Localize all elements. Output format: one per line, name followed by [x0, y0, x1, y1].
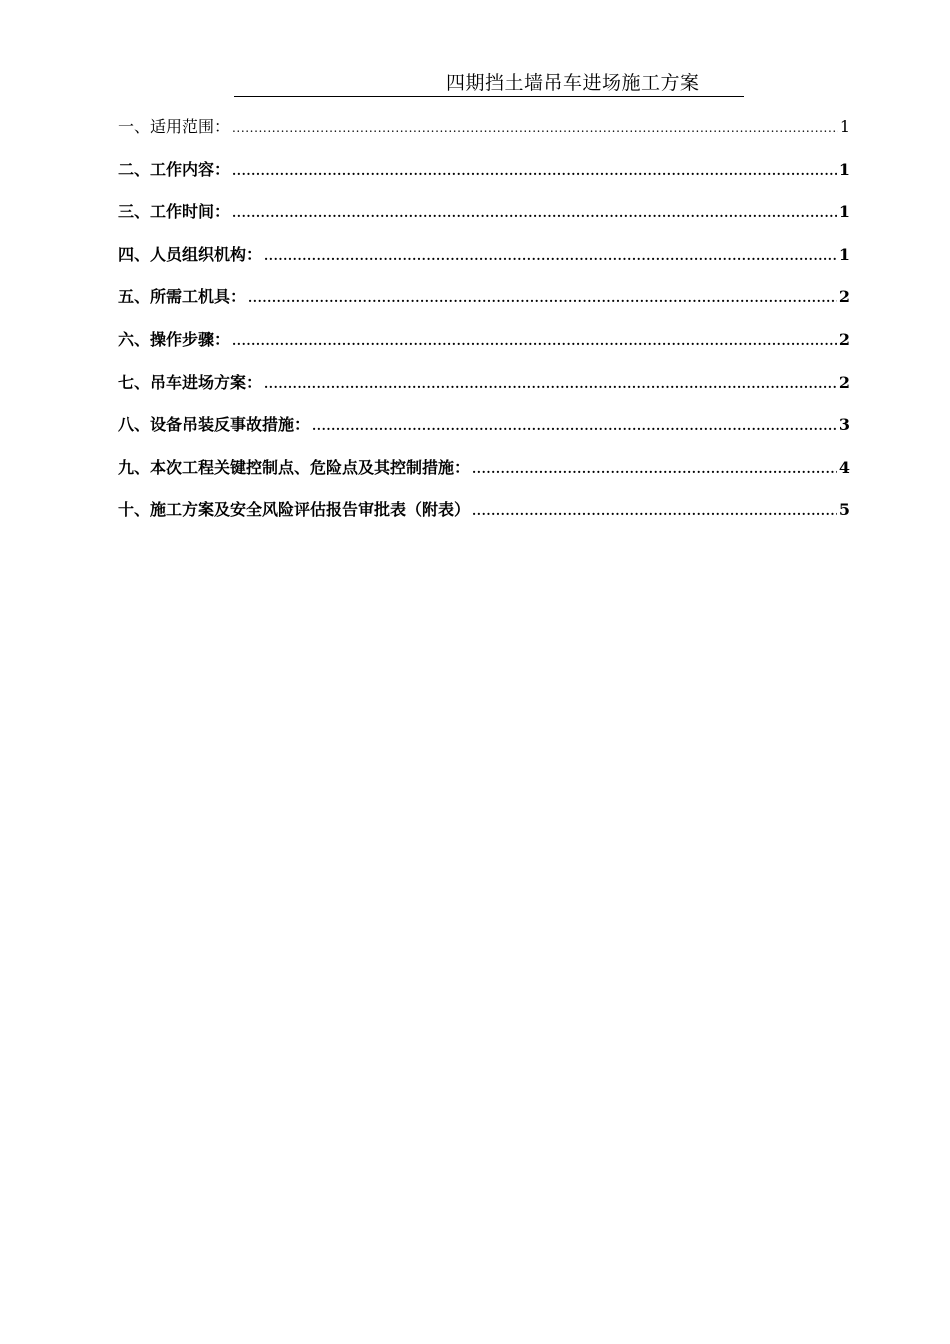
toc-entry-label: 四、人员组织机构：: [118, 244, 263, 264]
toc-entry-page: 4: [838, 457, 850, 477]
toc-dot-leader: [472, 454, 837, 484]
toc-dot-leader: [232, 113, 838, 143]
toc-dot-leader: [232, 156, 837, 186]
toc-entry[interactable]: [118, 112, 850, 155]
document-title: 四期挡土墙吊车进场施工方案: [446, 72, 700, 94]
toc-dot-leader: [264, 241, 837, 271]
toc-entry-page: 1: [838, 244, 850, 264]
toc-entry-label: 六、操作步骤：: [118, 329, 231, 349]
toc-entry-label: 七、吊车进场方案：: [118, 372, 263, 392]
page-header: [234, 70, 744, 97]
toc-entry[interactable]: [118, 240, 850, 283]
toc-entry-label: 八、设备吊装反事故措施：: [118, 415, 311, 435]
toc-entry[interactable]: [118, 410, 850, 453]
toc-entry-page: 2: [838, 372, 850, 392]
toc-entry[interactable]: [118, 282, 850, 325]
toc-entry-label: 二、工作内容：: [118, 159, 231, 179]
toc-dot-leader: [264, 369, 837, 399]
toc-entry-label: 一、适用范围：: [118, 117, 231, 136]
toc-entry-page: 2: [838, 287, 850, 307]
toc-entry-label: 九、本次工程关键控制点、危险点及其控制措施：: [118, 457, 471, 477]
toc-entry[interactable]: [118, 368, 850, 411]
toc-entry-page: 2: [838, 329, 850, 349]
toc-entry[interactable]: [118, 495, 850, 538]
toc-entry[interactable]: [118, 197, 850, 240]
table-of-contents: [118, 112, 850, 538]
toc-entry-page: 5: [838, 500, 850, 520]
toc-entry[interactable]: [118, 325, 850, 368]
toc-entry-page: 1: [838, 159, 850, 179]
toc-entry-page: 1: [839, 117, 850, 136]
toc-entry-label: 十、施工方案及安全风险评估报告审批表（附表）: [118, 500, 471, 520]
toc-entry-label: 三、工作时间：: [118, 202, 231, 222]
toc-dot-leader: [312, 411, 837, 441]
toc-dot-leader: [232, 326, 837, 356]
toc-dot-leader: [248, 283, 837, 313]
toc-entry-label: 五、所需工机具：: [118, 287, 247, 307]
toc-entry-page: 1: [838, 202, 850, 222]
toc-entry[interactable]: [118, 453, 850, 496]
toc-dot-leader: [232, 198, 837, 228]
toc-dot-leader: [472, 496, 837, 526]
toc-entry-page: 3: [838, 415, 850, 435]
toc-entry[interactable]: [118, 155, 850, 198]
